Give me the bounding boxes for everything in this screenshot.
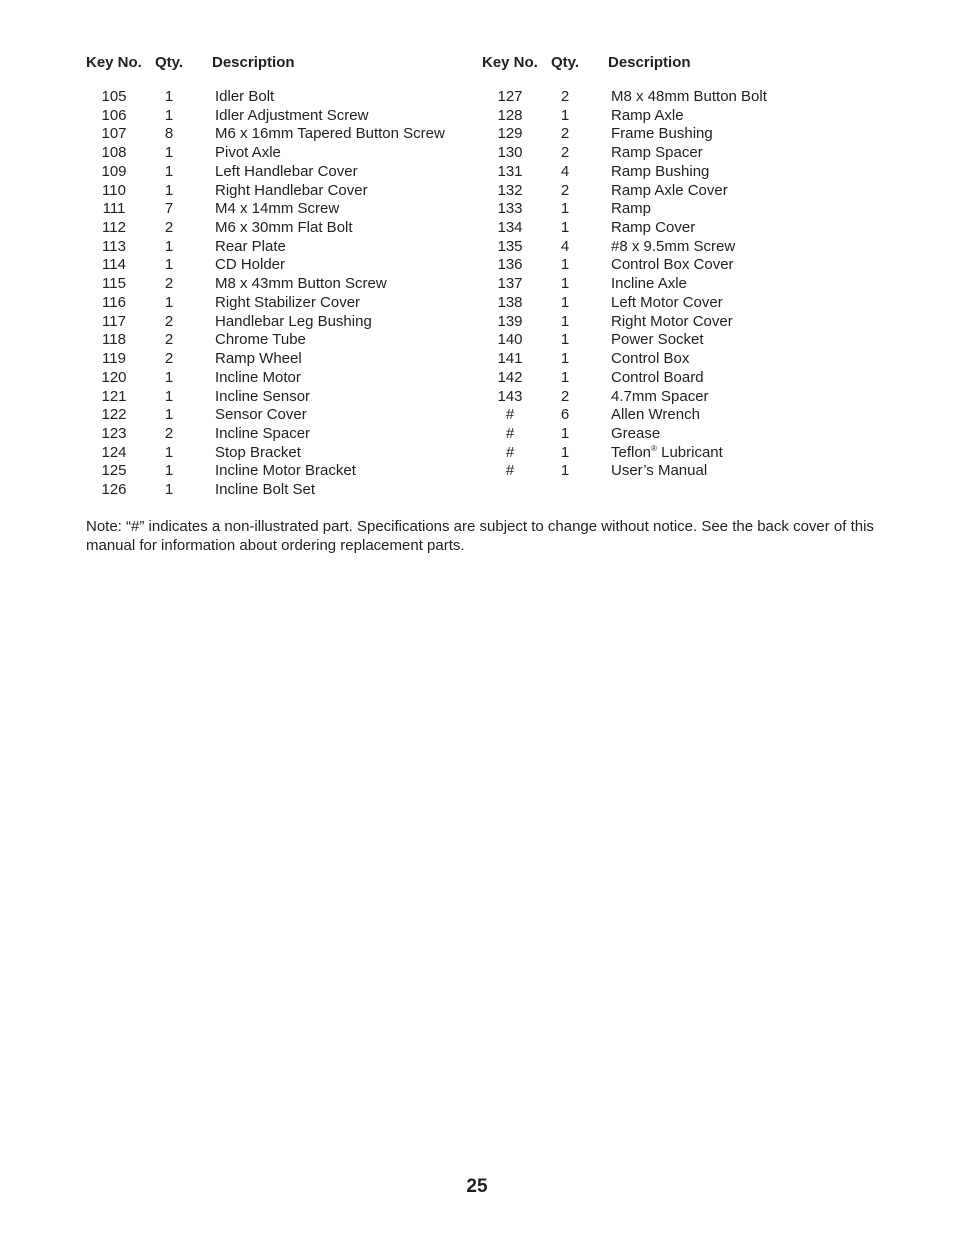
qty-cell: 1	[560, 200, 570, 218]
table-row	[482, 462, 882, 481]
key-no-cell: 125	[101, 462, 127, 480]
description-text: Teflon	[611, 443, 652, 461]
description-cell: Right Motor Cover	[611, 312, 733, 330]
qty-cell: 2	[164, 424, 174, 442]
description-cell: Right Stabilizer Cover	[215, 293, 361, 311]
key-no-cell: 132	[497, 181, 523, 199]
key-no-cell: 136	[497, 256, 523, 274]
description-cell: M6 x 16mm Tapered Button Screw	[215, 125, 445, 143]
description-cell: Idler Adjustment Screw	[215, 106, 369, 124]
table-row	[482, 331, 882, 350]
table-row	[86, 163, 486, 182]
key-no-cell: 140	[497, 331, 523, 349]
description-cell: Power Socket	[611, 331, 704, 349]
table-row	[86, 313, 486, 332]
table-row	[482, 238, 882, 257]
table-row	[86, 462, 486, 481]
description-cell: #8 x 9.5mm Screw	[611, 237, 736, 255]
table-row	[482, 200, 882, 219]
qty-header: Qty.	[155, 54, 184, 71]
key-no-cell: 120	[101, 368, 127, 386]
description-cell: Right Handlebar Cover	[215, 181, 368, 199]
key-no-cell: 122	[101, 406, 127, 424]
qty-cell: 1	[560, 293, 570, 311]
qty-cell: 1	[164, 462, 174, 480]
page-number: 25	[466, 1176, 488, 1197]
description-cell: Ramp Axle	[611, 106, 684, 124]
key-no-cell: 130	[497, 144, 523, 162]
key-no-cell: #	[505, 462, 515, 480]
key-no-cell: 106	[101, 106, 127, 124]
key-no-cell: 116	[102, 293, 126, 311]
table-row	[482, 275, 882, 294]
qty-cell: 1	[560, 424, 570, 442]
qty-cell: 1	[560, 106, 570, 124]
qty-cell: 1	[164, 106, 174, 124]
key-no-cell: 138	[497, 293, 523, 311]
qty-cell: 1	[164, 237, 174, 255]
table-row	[86, 331, 486, 350]
description-cell: Pivot Axle	[215, 144, 281, 162]
qty-cell: 1	[164, 162, 174, 180]
key-no-cell: 126	[101, 481, 127, 499]
key-no-cell: 110	[102, 181, 126, 199]
table-row	[482, 219, 882, 238]
key-no-cell: 109	[101, 162, 127, 180]
key-no-cell: 129	[497, 125, 523, 143]
key-no-cell: 117	[102, 312, 126, 330]
table-row	[482, 163, 882, 182]
table-row	[86, 406, 486, 425]
key-no-cell: 137	[497, 275, 523, 293]
qty-cell: 2	[164, 312, 174, 330]
table-row	[482, 182, 882, 201]
table-row	[482, 388, 882, 407]
qty-cell: 6	[560, 406, 570, 424]
description-cell: Control Board	[611, 368, 704, 386]
table-row	[482, 144, 882, 163]
description-cell: Incline Axle	[611, 275, 687, 293]
qty-cell: 1	[164, 256, 174, 274]
description-cell	[611, 444, 723, 463]
description-cell: Handlebar Leg Bushing	[215, 312, 372, 330]
description-cell: Ramp	[611, 200, 652, 218]
registered-mark: ®	[651, 443, 657, 453]
description-cell: Sensor Cover	[215, 406, 307, 424]
table-row	[482, 294, 882, 313]
qty-cell: 2	[560, 125, 570, 143]
qty-cell: 1	[560, 256, 570, 274]
table-row	[86, 200, 486, 219]
key-no-cell: 107	[101, 125, 127, 143]
table-row	[482, 125, 882, 144]
table-row	[86, 350, 486, 369]
key-no-cell: 134	[497, 219, 523, 237]
description-cell: Ramp Cover	[611, 219, 696, 237]
key-no-cell: 142	[497, 368, 523, 386]
description-cell: 4.7mm Spacer	[611, 387, 709, 405]
key-no-cell: 114	[102, 256, 126, 274]
description-cell: Ramp Bushing	[611, 162, 710, 180]
parts-table-left	[86, 54, 486, 500]
key-no-cell: 113	[102, 237, 126, 255]
description-cell: Stop Bracket	[215, 443, 301, 461]
description-cell: M6 x 30mm Flat Bolt	[215, 219, 353, 237]
description-cell: CD Holder	[215, 256, 286, 274]
qty-cell: 2	[164, 331, 174, 349]
key-no-cell: 139	[497, 312, 523, 330]
parts-note: Note: “#” indicates a non-illustrated part. Specifications are subject to change without notice. See the back cover of this manual for information about ordering replacement parts.	[86, 518, 874, 554]
table-row	[482, 406, 882, 425]
qty-cell: 2	[164, 275, 174, 293]
qty-cell: 1	[164, 368, 174, 386]
key-no-cell: 121	[101, 387, 127, 405]
table-row	[86, 88, 486, 107]
table-header	[482, 54, 882, 72]
description-cell: Ramp Spacer	[611, 144, 703, 162]
table-header	[86, 54, 486, 72]
key-no-cell: 112	[102, 219, 126, 237]
qty-header: Qty.	[551, 54, 580, 71]
table-row	[86, 444, 486, 463]
description-cell: Incline Bolt Set	[215, 481, 316, 499]
description-cell: Control Box	[611, 350, 690, 368]
table-row	[482, 425, 882, 444]
key-no-cell: 115	[102, 275, 126, 293]
qty-cell: 1	[560, 219, 570, 237]
table-row	[86, 481, 486, 500]
description-cell: Grease	[611, 424, 661, 442]
table-row	[86, 107, 486, 126]
qty-cell: 8	[164, 125, 174, 143]
qty-cell: 1	[164, 481, 174, 499]
description-suffix: Lubricant	[656, 443, 723, 461]
key-no-cell: 128	[497, 106, 523, 124]
description-cell: Rear Plate	[215, 237, 286, 255]
description-cell: Allen Wrench	[611, 406, 700, 424]
qty-cell: 1	[164, 88, 174, 105]
description-cell: Frame Bushing	[611, 125, 713, 143]
table-row	[86, 388, 486, 407]
qty-cell: 1	[164, 406, 174, 424]
key-no-cell: 143	[497, 387, 523, 405]
key-no-cell: 105	[101, 88, 127, 105]
description-cell: Idler Bolt	[215, 88, 275, 105]
key-no-cell: 127	[497, 88, 523, 105]
table-row	[482, 88, 882, 107]
qty-cell: 1	[560, 462, 570, 480]
qty-cell: 4	[560, 237, 570, 255]
key-no-cell: #	[505, 424, 515, 442]
key-no-cell: 141	[497, 350, 523, 368]
parts-rows-right	[482, 88, 882, 481]
qty-cell: 1	[560, 350, 570, 368]
description-cell: M4 x 14mm Screw	[215, 200, 340, 218]
table-row	[86, 425, 486, 444]
description-cell: M8 x 43mm Button Screw	[215, 275, 387, 293]
key-no-cell: 131	[497, 162, 523, 180]
description-cell: Ramp Axle Cover	[611, 181, 728, 199]
key-no-cell: 135	[497, 237, 523, 255]
qty-cell: 7	[164, 200, 174, 218]
qty-cell: 1	[164, 443, 174, 461]
qty-cell: 4	[560, 162, 570, 180]
description-header: Description	[212, 54, 295, 71]
table-row	[482, 313, 882, 332]
qty-cell: 1	[164, 181, 174, 199]
table-row	[482, 256, 882, 275]
table-row	[86, 182, 486, 201]
qty-cell: 1	[164, 144, 174, 162]
qty-cell: 1	[164, 293, 174, 311]
table-row	[86, 144, 486, 163]
qty-cell: 2	[164, 219, 174, 237]
description-cell: User’s Manual	[611, 462, 708, 480]
parts-rows-left	[86, 88, 486, 500]
qty-cell: 1	[560, 331, 570, 349]
qty-cell: 1	[164, 387, 174, 405]
table-row	[482, 350, 882, 369]
qty-cell: 2	[560, 387, 570, 405]
table-row	[482, 444, 882, 463]
description-header: Description	[608, 54, 691, 71]
key-no-cell: 119	[102, 350, 126, 368]
key-no-cell: #	[505, 443, 515, 461]
description-cell: Incline Motor	[215, 368, 301, 386]
table-row	[482, 107, 882, 126]
description-cell: Chrome Tube	[215, 331, 306, 349]
key-no-cell: 124	[101, 443, 127, 461]
key-no-header: Key No.	[482, 54, 538, 71]
description-cell: Ramp Wheel	[215, 350, 302, 368]
qty-cell: 1	[560, 312, 570, 330]
description-cell: Incline Sensor	[215, 387, 311, 405]
key-no-header: Key No.	[86, 54, 142, 71]
description-cell: Incline Motor Bracket	[215, 462, 356, 480]
qty-cell: 2	[560, 181, 570, 199]
table-row	[86, 294, 486, 313]
description-cell: M8 x 48mm Button Bolt	[611, 88, 767, 105]
parts-table-right	[482, 54, 882, 481]
key-no-cell: 108	[101, 144, 127, 162]
table-row	[86, 369, 486, 388]
description-cell: Left Handlebar Cover	[215, 162, 358, 180]
table-row	[86, 219, 486, 238]
description-cell: Incline Spacer	[215, 424, 311, 442]
description-cell: Left Motor Cover	[611, 293, 723, 311]
table-row	[482, 369, 882, 388]
qty-cell: 2	[164, 350, 174, 368]
qty-cell: 1	[560, 368, 570, 386]
table-row	[86, 125, 486, 144]
table-row	[86, 256, 486, 275]
key-no-cell: 123	[101, 424, 127, 442]
qty-cell: 2	[560, 144, 570, 162]
table-row	[86, 238, 486, 257]
key-no-cell: 118	[102, 331, 126, 349]
key-no-cell: 133	[497, 200, 523, 218]
qty-cell: 1	[560, 275, 570, 293]
qty-cell: 2	[560, 88, 570, 105]
qty-cell: 1	[560, 443, 570, 461]
key-no-cell: 111	[102, 200, 126, 218]
table-row	[86, 275, 486, 294]
description-cell: Control Box Cover	[611, 256, 734, 274]
key-no-cell: #	[505, 406, 515, 424]
